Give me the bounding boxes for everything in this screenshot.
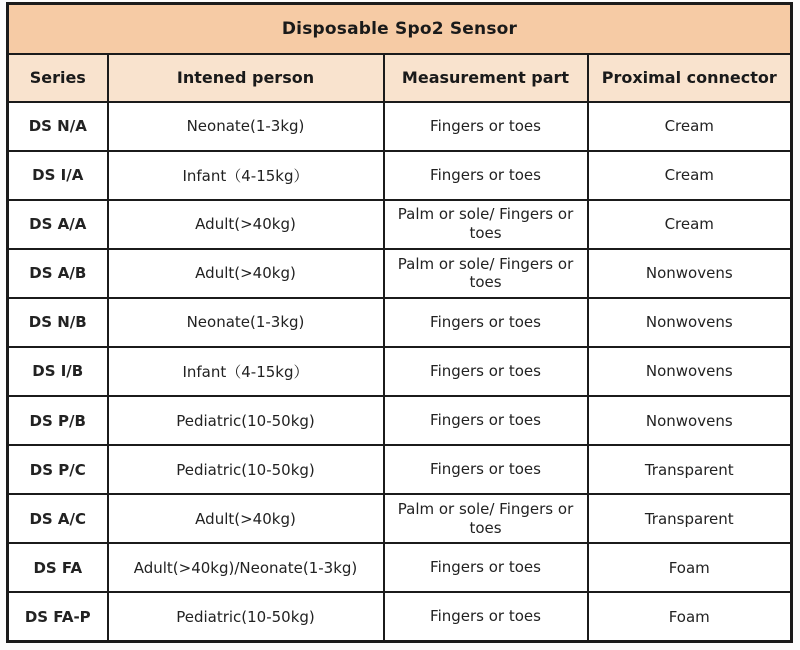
cell-measurement-part: [384, 298, 588, 347]
cell-measurement-part: [384, 347, 588, 396]
cell-proximal-connector: Transparent: [588, 494, 792, 543]
table-row: [8, 249, 792, 298]
cell-series: DS A/A: [8, 200, 108, 249]
measurement-part-text: Fingers or toes: [430, 460, 541, 479]
cell-intended-person: Neonate(1-3kg): [108, 102, 384, 151]
measurement-part-text: Fingers or toes: [430, 607, 541, 626]
cell-proximal-connector: Foam: [588, 592, 792, 641]
cell-proximal-connector: Nonwovens: [588, 396, 792, 445]
column-header-series: Series: [8, 54, 108, 102]
cell-proximal-connector: Foam: [588, 543, 792, 592]
cell-measurement-part: [384, 249, 588, 298]
cell-series: DS A/B: [8, 249, 108, 298]
cell-series: DS I/A: [8, 151, 108, 200]
column-header-intended-person: Intened person: [108, 54, 384, 102]
cell-measurement-part: [384, 151, 588, 200]
table-row: [8, 396, 792, 445]
table-row: [8, 494, 792, 543]
cell-proximal-connector: Nonwovens: [588, 347, 792, 396]
measurement-part-text: Fingers or toes: [430, 116, 541, 135]
measurement-part-text: Palm or sole/ Fingers or toes: [397, 205, 574, 243]
cell-intended-person: Infant（4-15kg）: [108, 151, 384, 200]
cell-proximal-connector: Nonwovens: [588, 298, 792, 347]
cell-intended-person: Adult(>40kg): [108, 249, 384, 298]
cell-series: DS P/C: [8, 445, 108, 494]
cell-measurement-part: [384, 543, 588, 592]
cell-intended-person: Adult(>40kg)/Neonate(1-3kg): [108, 543, 384, 592]
measurement-part-text: Fingers or toes: [430, 165, 541, 184]
cell-intended-person: Adult(>40kg): [108, 494, 384, 543]
cell-intended-person: Pediatric(10-50kg): [108, 396, 384, 445]
measurement-part-text: Fingers or toes: [430, 558, 541, 577]
cell-measurement-part: [384, 102, 588, 151]
cell-proximal-connector: Cream: [588, 102, 792, 151]
cell-measurement-part: [384, 592, 588, 641]
table-row: [8, 445, 792, 494]
cell-series: DS N/A: [8, 102, 108, 151]
cell-series: DS I/B: [8, 347, 108, 396]
table-header-row: [8, 54, 792, 102]
spo2-sensor-spec-table: [6, 2, 793, 643]
cell-proximal-connector: Nonwovens: [588, 249, 792, 298]
measurement-part-text: Fingers or toes: [430, 312, 541, 331]
table-row: [8, 298, 792, 347]
column-header-proximal-connector: Proximal connector: [588, 54, 792, 102]
cell-series: DS N/B: [8, 298, 108, 347]
table-row: [8, 543, 792, 592]
cell-intended-person: Adult(>40kg): [108, 200, 384, 249]
cell-measurement-part: [384, 445, 588, 494]
table-row: [8, 200, 792, 249]
table-row: [8, 151, 792, 200]
measurement-part-text: Fingers or toes: [430, 362, 541, 381]
table-title-row: [8, 4, 792, 54]
cell-series: DS FA: [8, 543, 108, 592]
cell-proximal-connector: Transparent: [588, 445, 792, 494]
cell-series: DS P/B: [8, 396, 108, 445]
table-title: Disposable Spo2 Sensor: [8, 4, 792, 54]
cell-measurement-part: [384, 200, 588, 249]
column-header-measurement-part: Measurement part: [384, 54, 588, 102]
cell-series: DS FA-P: [8, 592, 108, 641]
cell-intended-person: Pediatric(10-50kg): [108, 592, 384, 641]
cell-intended-person: Infant（4-15kg）: [108, 347, 384, 396]
table-row: [8, 592, 792, 641]
cell-proximal-connector: Cream: [588, 151, 792, 200]
measurement-part-text: Fingers or toes: [430, 411, 541, 430]
cell-series: DS A/C: [8, 494, 108, 543]
cell-intended-person: Neonate(1-3kg): [108, 298, 384, 347]
cell-measurement-part: [384, 494, 588, 543]
table-row: [8, 102, 792, 151]
table-row: [8, 347, 792, 396]
cell-intended-person: Pediatric(10-50kg): [108, 445, 384, 494]
measurement-part-text: Palm or sole/ Fingers or toes: [397, 254, 574, 292]
cell-measurement-part: [384, 396, 588, 445]
measurement-part-text: Palm or sole/ Fingers or toes: [397, 499, 574, 537]
cell-proximal-connector: Cream: [588, 200, 792, 249]
